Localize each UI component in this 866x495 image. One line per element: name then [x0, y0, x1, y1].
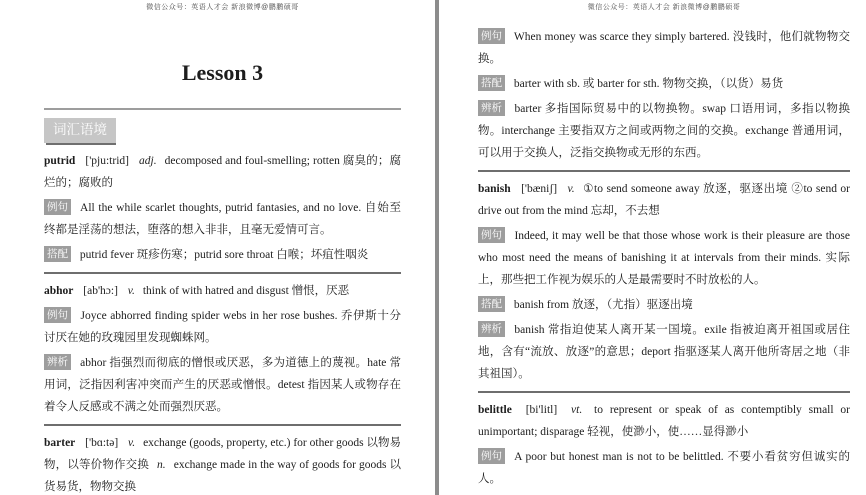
headword: abhor	[44, 285, 74, 297]
definition: think of with hatred and disgust 憎恨，厌恶	[142, 285, 350, 297]
definition: ①to send someone away 放逐，驱逐出境 ②to send or drive out from the mind 忘却，不去想	[478, 183, 851, 217]
example-paragraph	[44, 197, 401, 241]
example-paragraph	[44, 305, 401, 349]
example-paragraph	[478, 26, 850, 70]
part-of-speech: vt.	[571, 404, 583, 416]
example-tag: 例句	[478, 227, 505, 243]
phonetic: ['bɑ:tə]	[85, 437, 119, 449]
entry-headword-belittle	[478, 399, 850, 443]
part-of-speech: v.	[567, 183, 575, 195]
collocation-paragraph	[44, 244, 401, 266]
analysis-paragraph	[44, 352, 401, 418]
collocation-text: barter with sb. 或 barter for sth. 物物交换，（以货）易货	[513, 78, 784, 90]
example-tag: 例句	[44, 307, 71, 323]
example-text: A poor but honest man is not to be belittled. 不要小看贫穷但诚实的人。	[478, 451, 850, 485]
collocation-tag: 搭配	[478, 296, 505, 312]
watermark-header-left: 微信公众号：英语人才会 新浪微博@鹏鹏硕哥	[146, 4, 299, 11]
phonetic: ['bæniʃ]	[521, 183, 558, 195]
phonetic: ['pju:trid]	[85, 155, 129, 167]
section-label-vocabulary-context: 词汇语境	[44, 118, 116, 143]
definition: exchange (goods, property, etc.) for other goods 以物易物，以等价物作交换	[44, 437, 401, 471]
collocation-paragraph	[478, 294, 850, 316]
analysis-text: banish 常指迫使某人离开某一国境。exile 指被迫离开祖国或居住地，含有“流放、放逐”的意思；deport 指驱逐某人离开他所寄居之地（非其祖国）。	[478, 324, 851, 380]
headword: banish	[478, 183, 511, 195]
title-divider	[44, 108, 401, 110]
example-text: Indeed, it may well be that those whose work is their pleasure are those who most need the means of banishing it at intervals from their minds. 实际上，那些把工作视为娱乐的人是最需要时不时放松的人。	[478, 230, 850, 286]
definition: to represent or speak of as contemptibly small or unimportant; disparage 轻视，使渺小，使……显得渺小	[478, 404, 850, 438]
headword: barter	[44, 437, 76, 449]
definition-2: exchange made in the way of goods for goods 以货易货，物物交换	[44, 459, 402, 493]
collocation-tag: 搭配	[44, 246, 71, 262]
lesson-title: Lesson 3	[181, 60, 264, 85]
analysis-tag: 辨析	[44, 354, 71, 370]
example-paragraph	[478, 446, 850, 490]
part-of-speech: v.	[128, 437, 136, 449]
entry-headword-abhor	[44, 280, 401, 302]
entry-headword-banish	[478, 178, 850, 222]
entry-divider	[478, 170, 850, 172]
part-of-speech-2: n.	[157, 459, 166, 471]
entry-headword-putrid	[44, 150, 401, 194]
collocation-text: banish from 放逐，（尤指）驱逐出境	[513, 299, 693, 311]
watermark-header-right: 微信公众号：英语人才会 新浪微博@鹏鹏硕哥	[587, 4, 741, 11]
example-paragraph	[478, 225, 850, 291]
headword: belittle	[478, 404, 512, 416]
analysis-text: abhor 指强烈而彻底的憎恨或厌恶，多为道德上的蔑视。hate 常用词，泛指因利害冲突而产生的厌恶或憎恨。detest 指因某人或物存在着令人反感或不满之处而强烈厌恶。	[44, 357, 402, 413]
example-text: When money was scarce they simply bartered. 没钱时，他们就物物交换。	[478, 31, 851, 65]
headword: putrid	[44, 155, 76, 167]
right-page	[439, 0, 866, 495]
example-tag: 例句	[478, 448, 505, 464]
definition: decomposed and foul-smelling; rotten 腐臭的；腐烂的；腐败的	[44, 155, 402, 189]
collocation-paragraph	[478, 73, 850, 95]
analysis-paragraph	[478, 319, 850, 385]
entry-headword-barter	[44, 432, 401, 495]
example-tag: 例句	[44, 199, 71, 215]
collocation-text: putrid fever 斑疹伤寒；putrid sore throat 白喉；坏疽性咽炎	[79, 249, 369, 261]
example-text: All the while scarlet thoughts, putrid fantasies, and no love. 自始至终都是淫荡的想法，堕落的想入非非，且毫无爱情可言。	[44, 202, 401, 236]
example-tag: 例句	[478, 28, 505, 44]
analysis-text: barter 多指国际贸易中的以物换物。swap 口语用词，多指以物换物。interchange 主要指双方之间或两物之间的交换。exchange 普通用词，可以用于交换人，泛指交换物或无形的东西。	[478, 103, 850, 159]
analysis-tag: 辨析	[478, 321, 505, 337]
entry-divider	[478, 391, 850, 393]
part-of-speech: v.	[127, 285, 135, 297]
part-of-speech: adj.	[139, 155, 157, 167]
entry-divider	[44, 272, 401, 274]
phonetic: [bi'litl]	[525, 404, 558, 416]
collocation-tag: 搭配	[478, 75, 505, 91]
entry-divider	[44, 424, 401, 426]
analysis-tag: 辨析	[478, 100, 505, 116]
phonetic: [ab'hɔ:]	[83, 285, 118, 297]
analysis-paragraph	[478, 98, 850, 164]
example-text: Joyce abhorred finding spider webs in her rose bushes. 乔伊斯十分讨厌在她的玫瑰园里发现蜘蛛网。	[44, 310, 402, 344]
